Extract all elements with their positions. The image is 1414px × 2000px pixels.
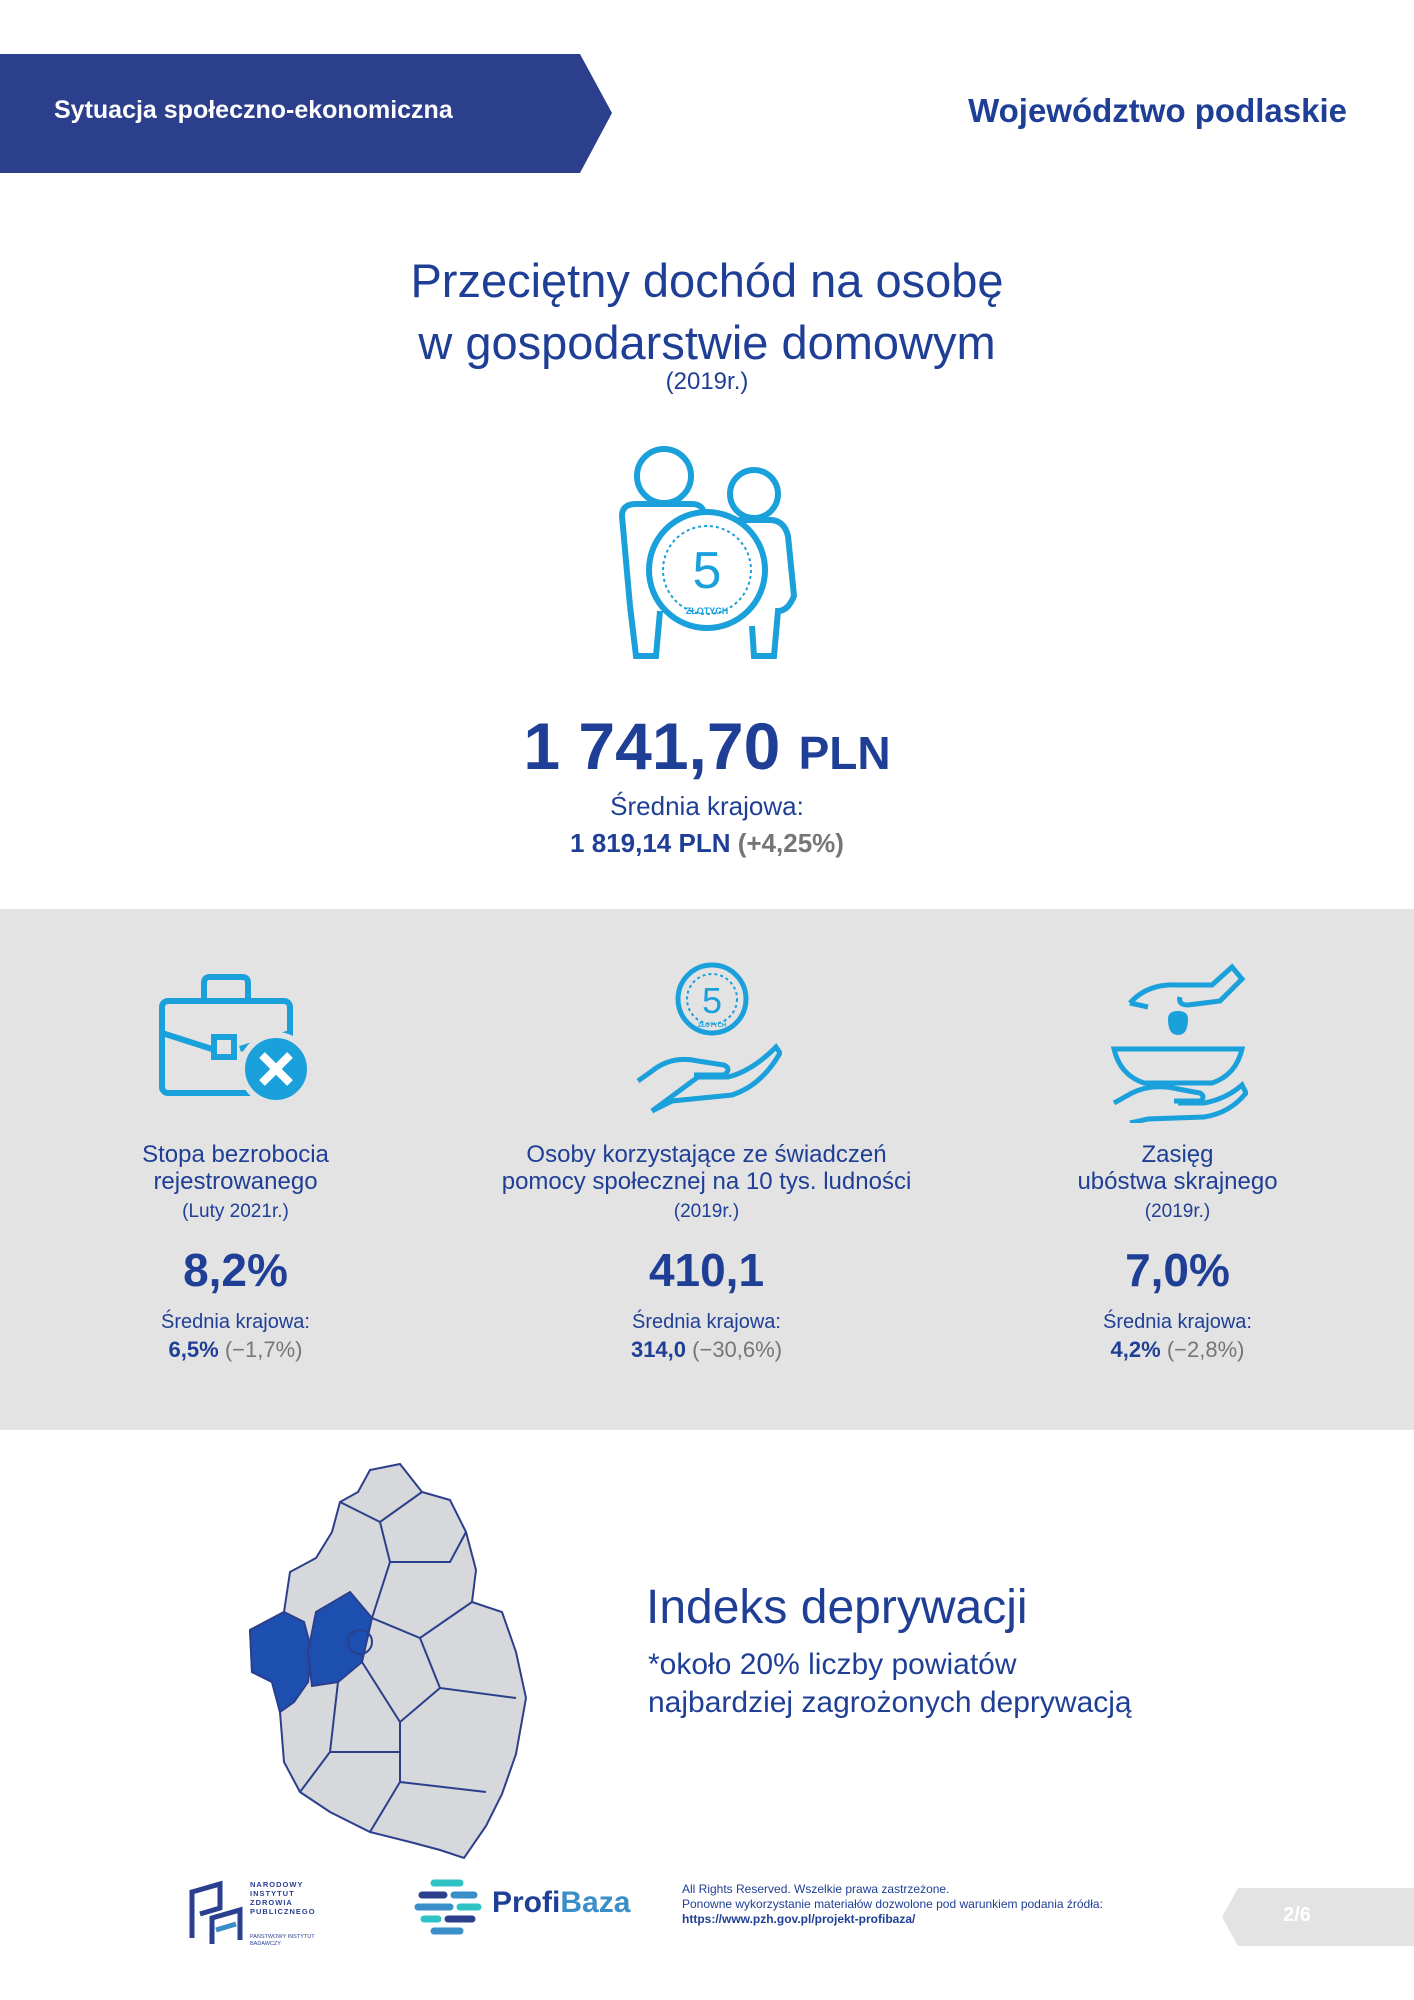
nizp-name: NARODOWY INSTYTUT ZDROWIA PUBLICZNEGO xyxy=(250,1880,316,1916)
legal-notice: All Rights Reserved. Wszelkie prawa zastrzeżone. Ponowne wykorzystanie materiałów dozwolone pod warunkiem podania źródła: https://www.pzh.gov.pl/projekt-profibaza/ xyxy=(682,1882,1103,1926)
income-avg-label: Średnia krajowa: xyxy=(610,791,804,821)
stat-year: (Luty 2021r.) xyxy=(182,1201,289,1222)
stat-label: Osoby korzystające ze świadczeń pomocy społecznej na 10 tys. ludności xyxy=(501,1141,912,1195)
income-value xyxy=(0,708,1414,784)
svg-text:ZŁOTYCH: ZŁOTYCH xyxy=(697,1023,726,1029)
svg-text:5: 5 xyxy=(701,980,722,1021)
income-title-line1: Przeciętny dochód na osobę xyxy=(410,254,1004,307)
income-unit: PLN xyxy=(798,727,891,779)
stat-value: 8,2% xyxy=(183,1244,288,1296)
family-coin-icon xyxy=(612,446,802,666)
deprivation-title: Indeks deprywacji xyxy=(646,1581,1028,1634)
income-title xyxy=(0,250,1414,374)
stat-year: (2019r.) xyxy=(1144,1201,1211,1222)
stat-avg xyxy=(0,1337,471,1363)
deprivation-subtitle: *około 20% liczby powiatów najbardziej zagrożonych deprywacją xyxy=(648,1648,1132,1719)
stat-avg-label: Średnia krajowa: xyxy=(1103,1311,1252,1333)
income-year: (2019r.) xyxy=(665,368,749,395)
coin-value: 5 xyxy=(692,542,722,600)
stat-extreme-poverty xyxy=(942,909,1413,1430)
income-title-line2: w gospodarstwie domowym xyxy=(418,316,996,369)
stat-avg-label: Średnia krajowa: xyxy=(161,1311,310,1333)
stat-avg-diff: (−1,7%) xyxy=(224,1337,303,1362)
stat-avg-diff: (−30,6%) xyxy=(692,1337,783,1362)
stat-avg-label: Średnia krajowa: xyxy=(632,1311,781,1333)
stat-avg-diff: (−2,8%) xyxy=(1166,1337,1245,1362)
giving-hands-icon xyxy=(1108,953,1248,1123)
stat-avg-value: 6,5% xyxy=(168,1337,219,1362)
briefcase-x-icon xyxy=(156,971,316,1111)
hand-coin-icon xyxy=(632,961,782,1121)
stats-band xyxy=(0,909,1414,1430)
podlaskie-map xyxy=(240,1462,530,1862)
nizp-subtitle: PAŃSTWOWY INSTYTUT BADAWCZY xyxy=(250,1934,315,1947)
page-number: 2/6 xyxy=(1283,1904,1311,1926)
income-avg xyxy=(0,828,1414,859)
income-avg-value: 1 819,14 PLN xyxy=(570,828,731,858)
stat-avg xyxy=(942,1337,1413,1363)
source-link[interactable]: https://www.pzh.gov.pl/projekt-profibaza/ xyxy=(682,1912,916,1926)
stat-year: (2019r.) xyxy=(673,1201,740,1222)
stat-unemployment xyxy=(0,909,471,1430)
profibaza-logo-icon xyxy=(414,1877,482,1935)
region-title: Województwo podlaskie xyxy=(968,92,1347,129)
stat-avg xyxy=(471,1337,942,1363)
stat-value: 410,1 xyxy=(648,1244,765,1296)
section-title: Sytuacja społeczno-ekonomiczna xyxy=(54,96,453,124)
stat-label: Zasięg ubóstwa skrajnego xyxy=(1077,1141,1278,1195)
stat-social-assistance xyxy=(471,909,942,1430)
income-avg-diff: (+4,25%) xyxy=(737,828,844,858)
profibaza-name: ProfiBaza xyxy=(492,1886,631,1919)
stat-label: Stopa bezrobocia rejestrowanego xyxy=(142,1141,329,1195)
stat-avg-value: 314,0 xyxy=(630,1337,687,1362)
stat-avg-value: 4,2% xyxy=(1110,1337,1161,1362)
income-amount: 1 741,70 xyxy=(523,709,781,783)
stat-value: 7,0% xyxy=(1125,1244,1230,1296)
coin-text: ZŁOTYCH xyxy=(685,606,729,616)
